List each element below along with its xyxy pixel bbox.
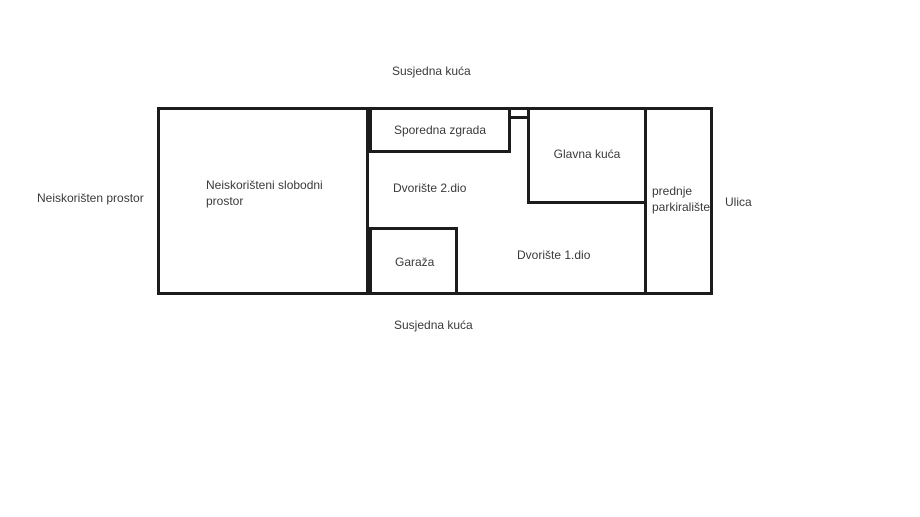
label-yard-part1: Dvorište 1.dio — [517, 248, 591, 262]
label-unused-space-outside: Neiskorišten prostor — [37, 191, 144, 205]
label-yard-part2: Dvorište 2.dio — [393, 181, 467, 195]
label-street: Ulica — [725, 195, 752, 209]
label-front-parking: prednje parkiralište — [652, 184, 711, 214]
label-garage: Garaža — [395, 255, 435, 269]
label-unused-free-space: Neiskorišteni slobodni prostor — [206, 178, 323, 208]
label-main-house: Glavna kuća — [553, 147, 621, 161]
label-bottom-neighbor-house: Susjedna kuća — [394, 318, 473, 332]
label-auxiliary-building: Sporedna zgrada — [393, 123, 487, 137]
label-top-neighbor-house: Susjedna kuća — [392, 64, 471, 78]
